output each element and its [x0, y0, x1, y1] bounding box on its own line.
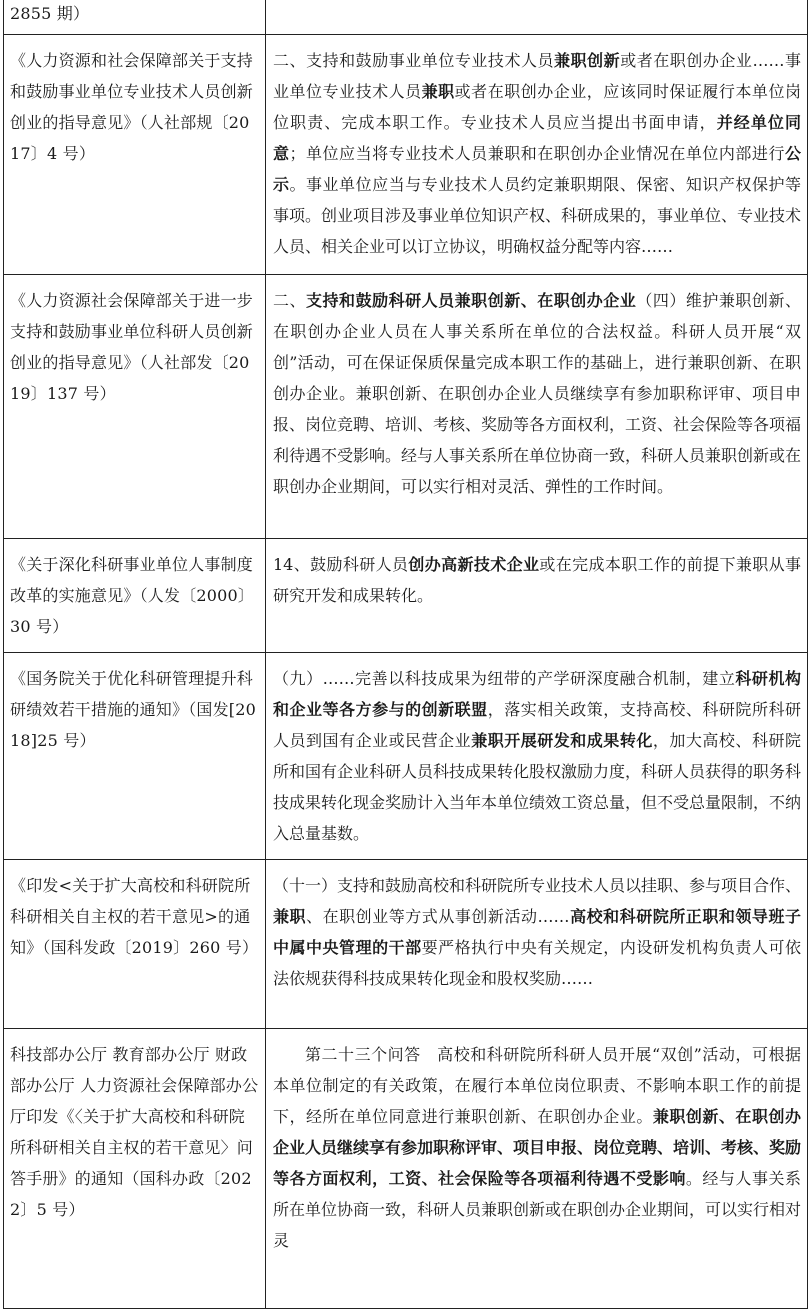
policy-table [3, 0, 808, 1309]
content-cell [266, 653, 808, 860]
emphasis-text: 科研机构和企业等各方参与的创新联盟 [273, 669, 801, 719]
emphasis-text: 兼职 [421, 82, 455, 101]
source-cell: 《人力资源和社会保障部关于支持和鼓励事业单位专业技术人员创新创业的指导意见》（人社部规〔2017〕4 号） [4, 35, 266, 275]
table-row [4, 539, 808, 653]
content-cell [266, 539, 808, 653]
emphasis-text: 兼职开展研发和成果转化 [471, 731, 653, 750]
table-row [4, 860, 808, 1029]
body-text: 或者在职创办企业，应该同时保证履行本单位岗位职责、完成本职工作。专业技术人员应当提出书面申请， [273, 82, 801, 132]
body-text: 。经与人事关系所在单位协商一致，科研人员兼职创新或在职创办企业期间，可以实行相对灵 [273, 1169, 802, 1250]
source-cell: 2855 期） [4, 0, 266, 35]
body-text: 第二十三个问答 高校和科研院所科研人员开展“双创”活动，可根据本单位制定的有关政策，在履行本单位岗位职责、不影响本职工作的前提下，经所在单位同意进行兼职创新、在职创办企业。 [273, 1045, 801, 1126]
table-row [4, 275, 808, 539]
source-cell: 《印发<关于扩大高校和科研院所科研相关自主权的若干意见>的通知》（国科发政〔2019〕260 号） [4, 860, 266, 1029]
body-text: 、在职创业等方式从事创新活动…… [306, 907, 570, 926]
emphasis-text: 兼职 [273, 907, 307, 926]
table-row [4, 1029, 808, 1309]
source-cell: 《人力资源社会保障部关于进一步支持和鼓励事业单位科研人员创新创业的指导意见》（人社部发〔2019〕137 号） [4, 275, 266, 539]
body-text: 二、 [273, 291, 307, 310]
emphasis-text: 支持和鼓励科研人员兼职创新、在职创办企业 [306, 291, 637, 310]
source-cell: 《国务院关于优化科研管理提升科研绩效若干措施的通知》（国发[2018]25 号） [4, 653, 266, 860]
body-text: 14、鼓励科研人员 [273, 555, 409, 574]
content-cell [266, 35, 808, 275]
body-text: ，落实相关政策，支持高校、科研院所科研人员到国有企业或民营企业 [273, 700, 801, 750]
emphasis-text: 并经单位同意 [273, 113, 801, 163]
body-text: 二、支持和鼓励事业单位专业技术人员 [273, 51, 555, 70]
body-text: 要严格执行中央有关规定，内设研发机构负责人可依法依规获得科技成果转化现金和股权奖励…… [273, 938, 801, 988]
body-text: 。事业单位应当与专业技术人员约定兼职期限、保密、知识产权保护等事项。创业项目涉及事业单位知识产权、科研成果的，事业单位、专业技术人员、相关企业可以订立协议，明确权益分配等内容…… [273, 175, 802, 256]
body-text: （十一）支持和鼓励高校和科研院所专业技术人员以挂职、参与项目合作、 [273, 876, 802, 895]
body-text: 或在完成本职工作的前提下兼职从事研究开发和成果转化。 [273, 555, 801, 605]
emphasis-text: 公示 [273, 144, 801, 194]
content-cell [266, 860, 808, 1029]
emphasis-text: 高校和科研院所正职和领导班子中属中央管理的干部 [273, 907, 801, 957]
source-cell: 《关于深化科研事业单位人事制度改革的实施意见》（人发〔2000〕30 号） [4, 539, 266, 653]
emphasis-text: 兼职创新 [554, 51, 621, 70]
emphasis-text: 兼职创新、在职创办企业人员继续享有参加职称评审、项目申报、岗位竞聘、培训、考核、奖励等各方面权利，工资、社会保险等各项福利待遇不受影响 [273, 1107, 802, 1188]
table-row [4, 35, 808, 275]
body-text: 或者在职创办企业……事业单位专业技术人员 [273, 51, 801, 101]
body-text: （九）……完善以科技成果为纽带的产学研深度融合机制，建立 [273, 669, 736, 688]
body-text: ，加大高校、科研院所和国有企业科研人员科技成果转化股权激励力度，科研人员获得的职务科技成果转化现金奖励计入当年本单位绩效工资总量，但不受总量限制，不纳入总量基数。 [273, 731, 802, 843]
content-cell [266, 275, 808, 539]
table-row [4, 0, 808, 35]
content-cell [266, 0, 808, 35]
body-text: （四）维护兼职创新、在职创办企业人员在人事关系所在单位的合法权益。科研人员开展“双创”活动，可在保证保质保量完成本职工作的基础上，进行兼职创新、在职创办企业。兼职创新、在职创办企业人员继续享有参加职称评审、项目申报、岗位竞聘、培训、考核、奖励等各方面权利，工资、社会保险等各项福利待遇不受影响。经与人事关系所在单位协商一致，科研人员兼职创新或在职创办企业期间，可以实行相对灵活、弹性的工作时间。 [273, 291, 802, 496]
body-text: ；单位应当将专业技术人员兼职和在职创办企业情况在单位内部进行 [289, 144, 785, 163]
content-cell [266, 1029, 808, 1309]
source-cell: 科技部办公厅 教育部办公厅 财政部办公厅 人力资源社会保障部办公厅印发《〈关于扩大高校和科研院所科研相关自主权的若干意见〉问答手册》的通知（国科办政〔2022〕5 号） [4, 1029, 266, 1309]
table-row [4, 653, 808, 860]
emphasis-text: 创办高新技术企业 [408, 555, 540, 574]
